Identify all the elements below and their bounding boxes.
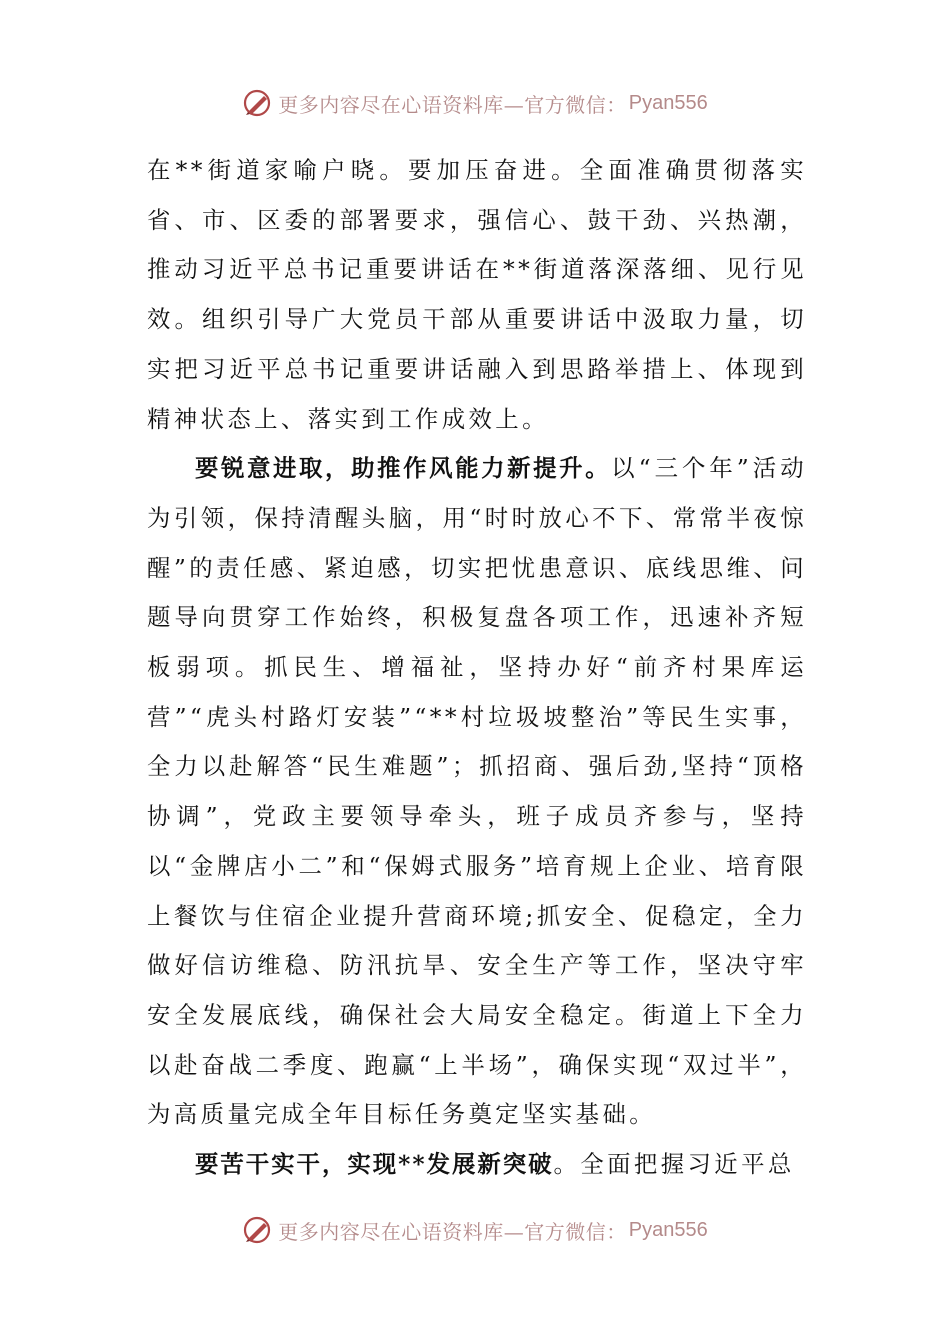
pen-logo-icon [242, 1215, 272, 1245]
paragraph-3-heading: 要苦干实干，实现**发展新突破 [195, 1150, 554, 1179]
paragraph-2-text: 以“三个年”活动为引领，保持清醒头脑，用“时时放心不下、常常半夜惊醒”的责任感、紧迫感，切实把忧患意识、底线思维、问题导向贯穿工作始终，积极复盘各项工作，迅速补齐短板弱项。抓民生、增福祉，坚持办好“前齐村果库运营”“虎头村路灯安装”“**村垃圾坡整治”等民生实事，全力以赴解答“民生难题”；抓招商、强后劲,坚持“顶格协调”，党政主要领导牵头，班子成员齐参与，坚持以“金牌店小二”和“保姆式服务”培育规上企业、培育限上餐饮与住宿企业提升营商环境;抓安全、促稳定，全力做好信访维稳、防汛抗旱、安全生产等工作，坚决守牢安全发展底线，确保社会大局安全稳定。街道上下全力以赴奋战二季度、跑赢“上半场”，确保实现“双过半”，为高质量完成全年目标任务奠定坚实基础。 [147, 454, 807, 1129]
banner-text: 更多内容尽在心语资料库—官方微信： [278, 92, 627, 117]
pen-logo-icon [242, 88, 272, 118]
header-banner [0, 85, 950, 121]
paragraph-3-text: 。全面把握习近平总 [553, 1150, 795, 1179]
paragraph-3 [147, 1140, 807, 1190]
banner-wechat-id: Pyan556 [628, 91, 708, 114]
paragraph-2 [147, 444, 807, 1140]
paragraph-1: 在**街道家喻户晓。要加压奋进。全面准确贯彻落实省、市、区委的部署要求，强信心、鼓干劲、兴热潮，推动习近平总书记重要讲话在**街道落深落细、见行见效。组织引导广大党员干部从重要讲话中汲取力量，切实把习近平总书记重要讲话融入到思路举措上、体现到精神状态上、落实到工作成效上。 [147, 156, 807, 433]
footer-banner [0, 1212, 950, 1248]
banner-text: 更多内容尽在心语资料库—官方微信： [278, 1219, 627, 1244]
document-body [147, 146, 807, 1190]
paragraph-2-heading: 要锐意进取，助推作风能力新提升。 [195, 454, 612, 483]
banner-wechat-id: Pyan556 [628, 1218, 708, 1241]
